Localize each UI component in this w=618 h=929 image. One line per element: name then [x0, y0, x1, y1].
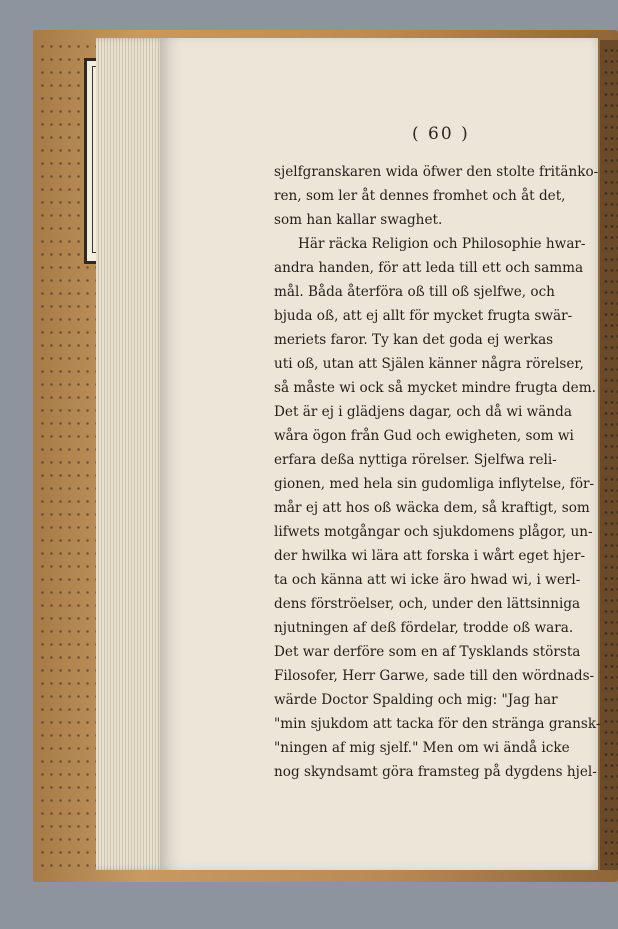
text-line: andra handen, för att leda till ett och samma: [274, 260, 584, 276]
text-line: wärde Doctor Spalding och mig: "Jag har: [274, 692, 558, 708]
text-line: njutningen af deß fördelar, trodde oß wara.: [274, 620, 574, 636]
text-line: så måste wi ock så mycket mindre frugta dem.: [274, 380, 596, 396]
text-line: nog skyndsamt göra framsteg på dygdens hjel-: [274, 764, 597, 780]
body-text: [274, 160, 600, 784]
text-line: der hwilka wi lära att forska i wårt eget hjer-: [274, 548, 586, 564]
text-line: mål. Båda återföra oß till oß sjelfwe, och: [274, 284, 555, 300]
text-line: Här räcka Religion och Philosophie hwar-: [298, 236, 586, 252]
text-line: erfara deßa nyttiga rörelser. Sjelfwa reli-: [274, 452, 557, 468]
page-number: ( 60 ): [412, 124, 470, 144]
text-line: lifwets motgångar och sjukdomens plågor, un-: [274, 524, 593, 540]
text-line: Det är ej i glädjens dagar, och då wi wända: [274, 404, 572, 420]
text-line: meriets faror. Ty kan det goda ej werkas: [274, 332, 554, 348]
text-line: ren, som ler åt dennes fromhet och åt det,: [274, 188, 566, 204]
text-line: "min sjukdom att tacka för den stränga gransk-: [274, 716, 600, 732]
text-line: ta och känna att wi icke äro hwad wi, i werl-: [274, 572, 581, 588]
cover-back-speckle: [603, 45, 618, 865]
text-line: wåra ögon från Gud och ewigheten, som wi: [274, 428, 574, 444]
text-line: bjuda oß, att ej allt för mycket frugta swär-: [274, 308, 573, 324]
text-line: mår ej att hos oß wäcka dem, så kraftigt, som: [274, 500, 590, 516]
text-line: sjelfgranskaren wida öfwer den stolte fritänko-: [274, 164, 599, 180]
text-line: Filosofer, Herr Garwe, sade till den wördnads-: [274, 668, 595, 684]
text-line: uti oß, utan att Själen känner några rörelser,: [274, 356, 584, 372]
text-line: "ningen af mig sjelf." Men om wi ändå icke: [274, 740, 570, 756]
text-line: Det war derföre som en af Tysklands största: [274, 644, 581, 660]
text-line: gionen, med hela sin gudomliga inflytelse, för-: [274, 476, 595, 492]
page-edges: [96, 38, 166, 870]
text-line: dens förströelser, och, under den lättsinniga: [274, 596, 581, 612]
text-line: som han kallar swaghet.: [274, 212, 443, 228]
